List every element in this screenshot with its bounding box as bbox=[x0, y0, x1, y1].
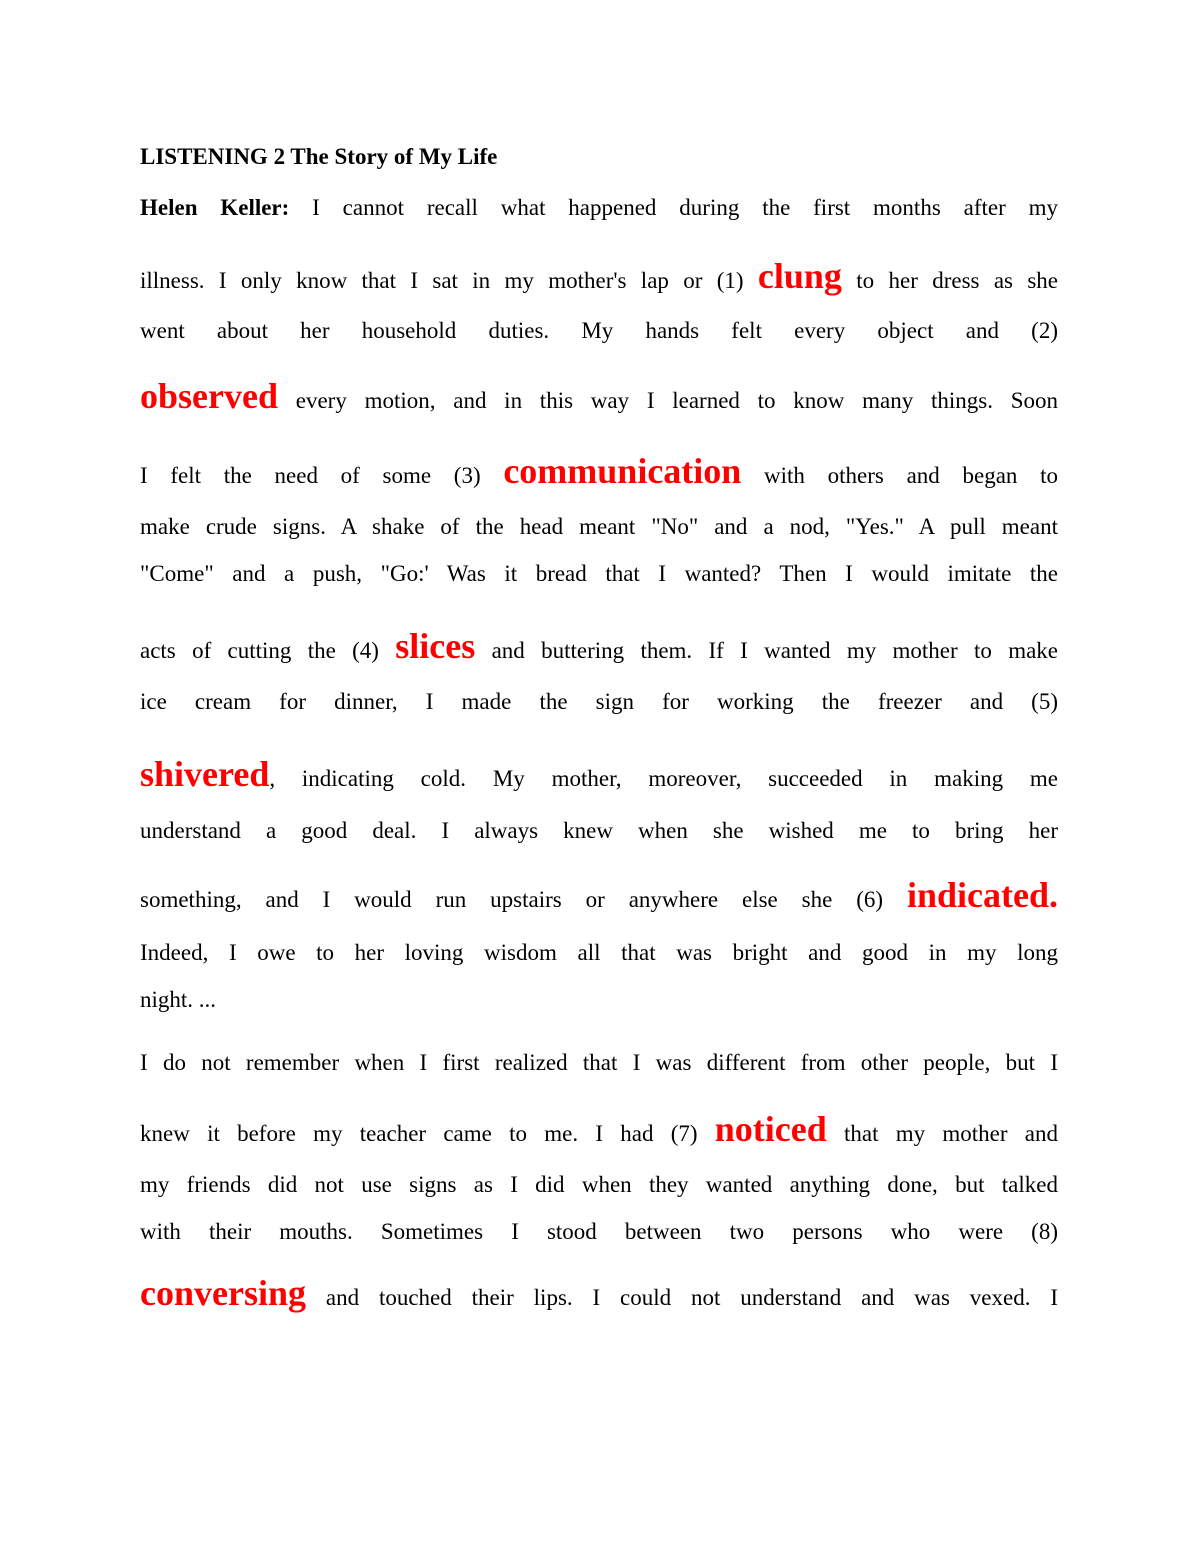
answer-6: indicated. bbox=[907, 875, 1059, 915]
answer-2: observed bbox=[140, 376, 278, 416]
text-line bbox=[140, 515, 1058, 538]
text-line bbox=[140, 453, 1058, 489]
text-segment: I cannot recall what happened during the first months after my bbox=[312, 195, 1058, 220]
text-line bbox=[140, 378, 1058, 414]
text-segment: I do not remember when I first realized that I was different from other people, but I bbox=[140, 1050, 1058, 1075]
answer-3: communication bbox=[503, 451, 742, 491]
text-segment: I felt the need of some (3) bbox=[140, 463, 481, 488]
text-line bbox=[140, 690, 1058, 713]
text-segment: understand a good deal. I always knew when she wished me to bring her bbox=[140, 818, 1058, 843]
text-segment: acts of cutting the (4) bbox=[140, 638, 379, 663]
text-segment: and touched their lips. I could not understand and was vexed. I bbox=[325, 1285, 1058, 1310]
text-line bbox=[140, 562, 1058, 585]
answer-1: clung bbox=[757, 256, 842, 296]
text-segment: to her dress as she bbox=[856, 268, 1058, 293]
text-line bbox=[140, 877, 1058, 913]
text-segment: , indicating cold. My mother, moreover, succeeded in making me bbox=[269, 766, 1058, 791]
text-segment: every motion, and in this way I learned to know many things. Soon bbox=[295, 388, 1058, 413]
text-line bbox=[140, 819, 1058, 842]
text-segment: that my mother and bbox=[844, 1121, 1058, 1146]
text-segment: something, and I would run upstairs or anywhere else she (6) bbox=[140, 887, 884, 912]
text-line bbox=[140, 319, 1058, 342]
answer-7: noticed bbox=[714, 1109, 827, 1149]
text-segment: make crude signs. A shake of the head meant "No" and a nod, "Yes." A pull meant bbox=[140, 514, 1058, 539]
text-line bbox=[140, 1111, 1058, 1147]
text-segment: and buttering them. If I wanted my mother to make bbox=[491, 638, 1058, 663]
text-line bbox=[140, 628, 1058, 664]
text-segment: with their mouths. Sometimes I stood between two persons who were (8) bbox=[140, 1219, 1058, 1244]
answer-4: slices bbox=[395, 626, 476, 666]
text-segment: knew it before my teacher came to me. I had (7) bbox=[140, 1121, 698, 1146]
text-line bbox=[140, 941, 1058, 964]
text-line bbox=[140, 756, 1058, 792]
text-line bbox=[140, 1173, 1058, 1196]
text-segment: my friends did not use signs as I did when they wanted anything done, but talked bbox=[140, 1172, 1058, 1197]
text-segment: with others and began to bbox=[764, 463, 1058, 488]
text-line bbox=[140, 196, 1058, 219]
text-segment: night. ... bbox=[140, 987, 217, 1012]
text-segment: ice cream for dinner, I made the sign for working the freezer and (5) bbox=[140, 689, 1058, 714]
text-segment: "Come" and a push, "Go:' Was it bread that I wanted? Then I would imitate the bbox=[140, 561, 1058, 586]
text-segment: illness. I only know that I sat in my mother's lap or (1) bbox=[140, 268, 744, 293]
text-segment: Indeed, I owe to her loving wisdom all that was bright and good in my long bbox=[140, 940, 1058, 965]
answer-5: shivered bbox=[140, 754, 270, 794]
document-title: LISTENING 2 The Story of My Life bbox=[140, 144, 498, 169]
text-segment: went about her household duties. My hands felt every object and (2) bbox=[140, 318, 1058, 343]
text-line bbox=[140, 258, 1058, 294]
speaker-name: Helen Keller: bbox=[140, 195, 290, 220]
text-line bbox=[140, 1051, 1058, 1074]
text-line bbox=[140, 1275, 1058, 1311]
text-line bbox=[140, 1220, 1058, 1243]
answer-8: conversing bbox=[140, 1273, 306, 1313]
text-line bbox=[140, 988, 1058, 1011]
